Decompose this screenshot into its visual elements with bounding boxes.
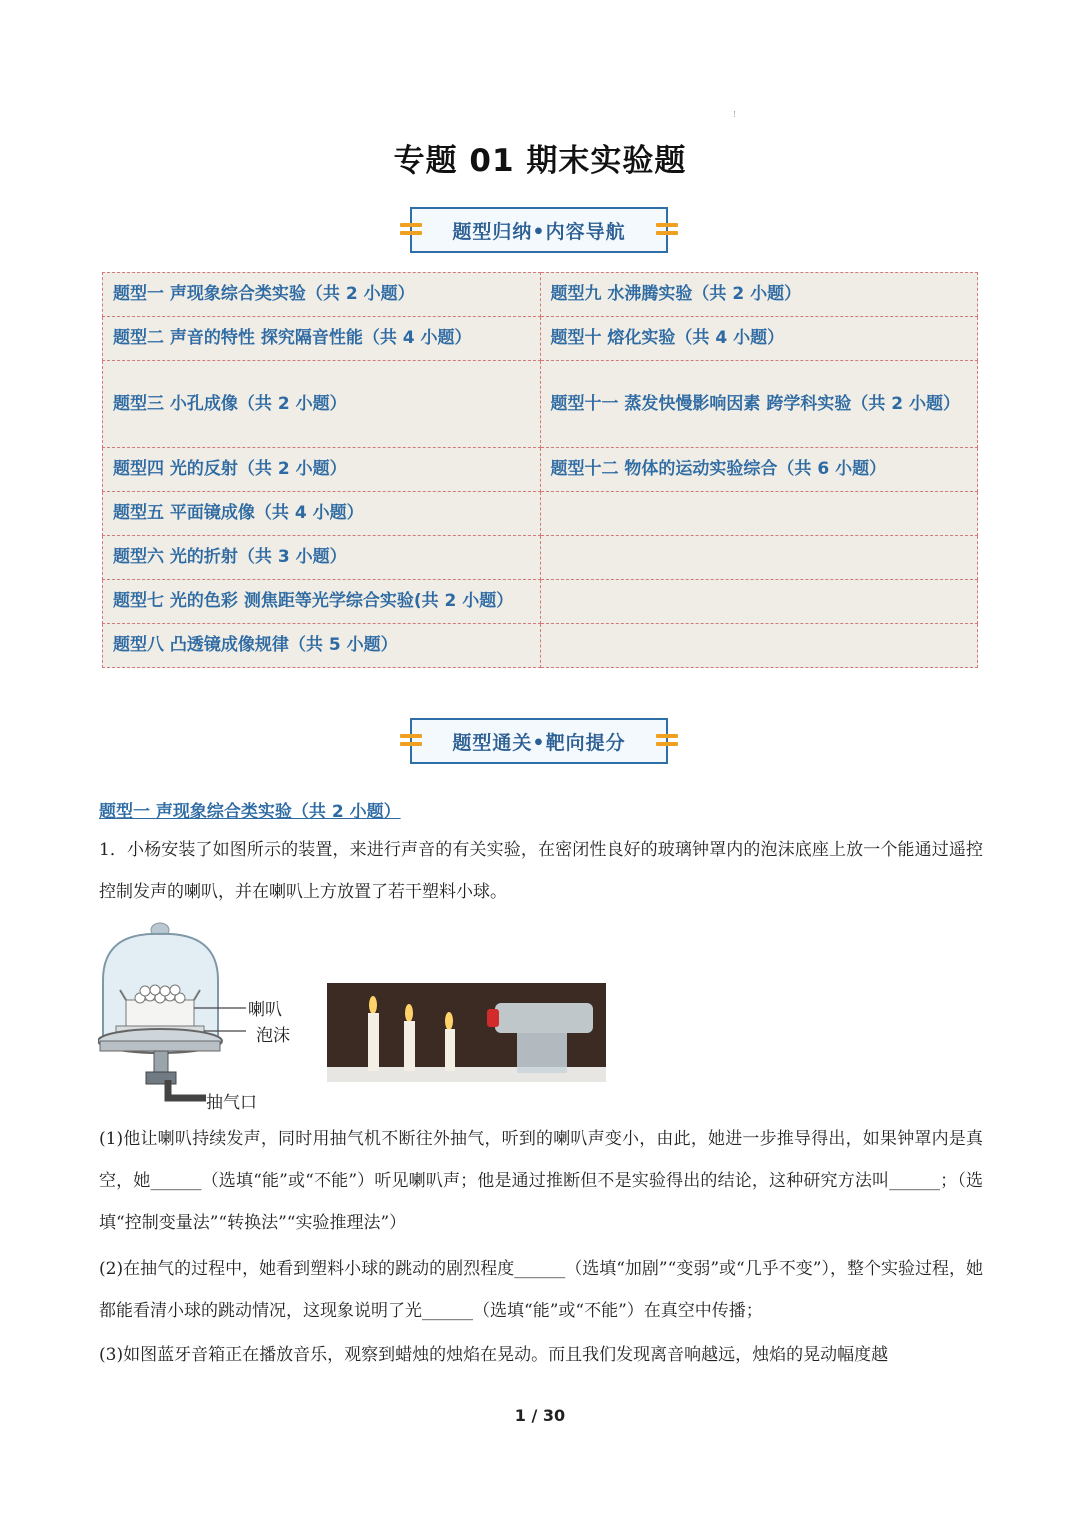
- nav-cell[interactable]: 题型二 声音的特性 探究隔音性能（共 4 小题）: [103, 317, 541, 361]
- nav-cell[interactable]: 题型一 声现象综合类实验（共 2 小题）: [103, 273, 541, 317]
- corner-mark: !: [733, 110, 737, 119]
- air-outlet-label: 抽气口: [206, 1093, 257, 1113]
- nav-cell[interactable]: 题型八 凸透镜成像规律（共 5 小题）: [103, 624, 541, 668]
- practice-banner-label: 题型通关•靶向提分: [452, 731, 626, 754]
- content-navigation-table: [102, 272, 978, 668]
- banner-decoration-icon: [400, 223, 422, 239]
- foam-label: 泡沫: [256, 1026, 290, 1046]
- speaker-label: 喇叭: [248, 1000, 282, 1020]
- table-row: [103, 624, 978, 668]
- candles-speaker-photo: [327, 983, 606, 1082]
- nav-cell[interactable]: 题型十一 蒸发快慢影响因素 跨学科实验（共 2 小题）: [540, 361, 978, 448]
- nav-cell[interactable]: 题型七 光的色彩 测焦距等光学综合实验(共 2 小题）: [103, 580, 541, 624]
- practice-banner: [410, 718, 668, 764]
- nav-cell[interactable]: 题型十 熔化实验（共 4 小题）: [540, 317, 978, 361]
- bell-jar-diagram: [98, 920, 308, 1120]
- nav-banner: [410, 207, 668, 253]
- question-1-intro: 1．小杨安装了如图所示的装置，来进行声音的有关实验，在密闭性良好的玻璃钟罩内的泡沫底座上放一个能通过遥控控制发声的喇叭，并在喇叭上方放置了若干塑料小球。: [99, 840, 983, 902]
- question-1-part-1: (1)他让喇叭持续发声，同时用抽气机不断往外抽气，听到的喇叭声变小，由此，她进一步推导得出，如果钟罩内是真空，她______（选填“能”或“不能”）听见喇叭声；他是通过推断但不是实验得出的结论，这种研究方法叫______；（选填“控制变量法”“转换法”“实验推理法”）: [99, 1129, 983, 1233]
- banner-decoration-icon: [656, 223, 678, 239]
- nav-cell-empty: [540, 624, 978, 668]
- banner-decoration-icon: [656, 734, 678, 750]
- nav-cell[interactable]: 题型十二 物体的运动实验综合（共 6 小题）: [540, 448, 978, 492]
- nav-cell-empty: [540, 536, 978, 580]
- question-1-part-3: (3)如图蓝牙音箱正在播放音乐，观察到蜡烛的烛焰在晃动。而且我们发现离音响越远，烛焰的晃动幅度越: [99, 1345, 889, 1365]
- nav-cell[interactable]: 题型五 平面镜成像（共 4 小题）: [103, 492, 541, 536]
- table-row: [103, 492, 978, 536]
- question-1-part-2: (2)在抽气的过程中，她看到塑料小球的跳动的剧烈程度______（选填“加剧”“变弱”或“几乎不变”），整个实验过程，她都能看清小球的跳动情况，这现象说明了光______（选填“能”或“不能”）在真空中传播；: [99, 1259, 983, 1321]
- section-heading-link[interactable]: 题型一 声现象综合类实验（共 2 小题）: [99, 802, 401, 822]
- nav-cell-empty: [540, 580, 978, 624]
- table-row: [103, 317, 978, 361]
- table-row: [103, 536, 978, 580]
- page-number: 1 / 30: [514, 1406, 566, 1425]
- table-row: [103, 273, 978, 317]
- table-row: [103, 448, 978, 492]
- table-row: [103, 361, 978, 448]
- page-title: 专题 01 期末实验题: [393, 143, 687, 179]
- nav-cell[interactable]: 题型四 光的反射（共 2 小题）: [103, 448, 541, 492]
- nav-cell-empty: [540, 492, 978, 536]
- nav-cell[interactable]: 题型九 水沸腾实验（共 2 小题）: [540, 273, 978, 317]
- banner-decoration-icon: [400, 734, 422, 750]
- nav-cell[interactable]: 题型三 小孔成像（共 2 小题）: [103, 361, 541, 448]
- nav-cell[interactable]: 题型六 光的折射（共 3 小题）: [103, 536, 541, 580]
- table-row: [103, 580, 978, 624]
- nav-banner-label: 题型归纳•内容导航: [452, 220, 626, 243]
